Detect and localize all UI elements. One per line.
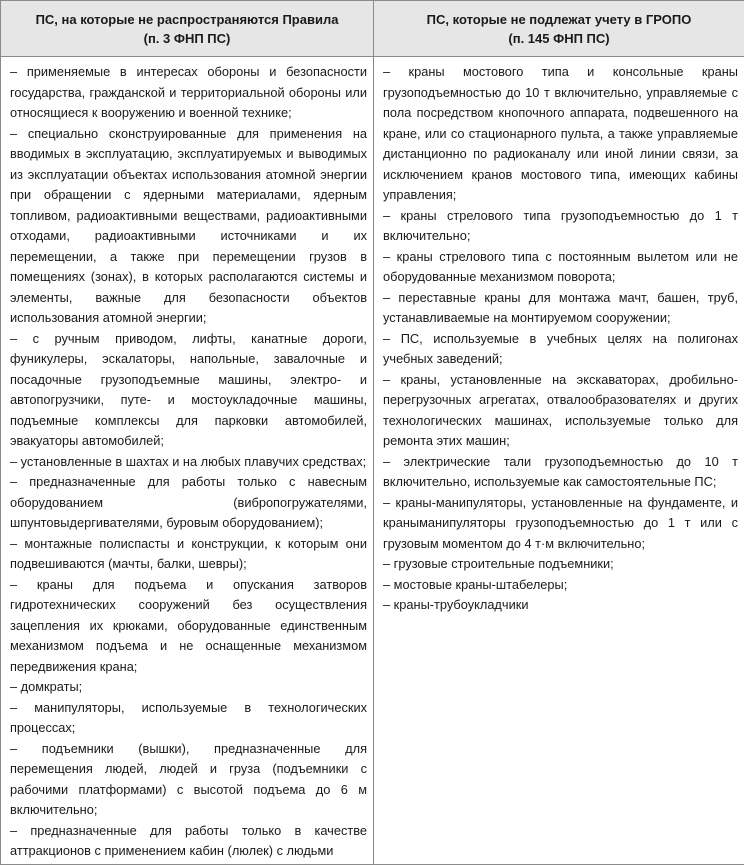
header-reference: (п. 3 ФНП ПС): [9, 29, 365, 48]
cell-not-registered-gropo-list: [374, 57, 744, 865]
list-item: – краны мостового типа и консольные краны грузоподъемностью до 10 т включительно, управляемые с пола посредством кнопочного аппарата, подвешенного на кране, или со стационарного пульта, а также управляемые дистанционно по радиоканалу или иной линии связи, за исключением кранов мостового типа, имеющих кабины управления;: [383, 62, 738, 206]
list-item: – ПС, используемые в учебных целях на полигонах учебных заведений;: [383, 329, 738, 370]
table-body-row: [1, 57, 744, 865]
list-item: – с ручным приводом, лифты, канатные дороги, фуникулеры, эскалаторы, напольные, завалочные и посадочные грузоподъемные машины, электро- и автопогрузчики, путе- и мостоукладочные машины, подъемные комплексы для парковки автомобилей, эвакуаторы автомобилей;: [10, 329, 367, 452]
list-item: – краны стрелового типа с постоянным вылетом или не оборудованные механизмом поворота;: [383, 247, 738, 288]
table-header-row: [1, 1, 744, 57]
list-item: – краны, установленные на экскаваторах, дробильно-перегрузочных агрегатах, отвалообразователях и других технологических машинах, используемые только для ремонта этих машин;: [383, 370, 738, 452]
list-item: – предназначенные для работы только в качестве аттракционов с применением кабин (люлек) с людьми: [10, 821, 367, 862]
list-item: – специально сконструированные для применения на вводимых в эксплуатацию, эксплуатируемых и выводимых из эксплуатации объектах использования атомной энергии при обращении с ядерными материалами, ядерным топливом, радиоактивными веществами, радиоактивными отходами, радиоактивными источниками и их перемещении, а также при перемещении грузов в помещениях (зонах), в которых располагаются системы и элементы, важные для безопасности объектов использования атомной энергии;: [10, 124, 367, 329]
list-item: – переставные краны для монтажа мачт, башен, труб, устанавливаемые на монтируемом сооружении;: [383, 288, 738, 329]
list-item: – подъемники (вышки), предназначенные для перемещения людей, людей и груза (подъемники с рабочими платформами) с высотой подъема до 6 м включительно;: [10, 739, 367, 821]
header-col-not-registered-gropo: [374, 1, 744, 57]
list-item: – краны-манипуляторы, установленные на фундаменте, и краныманипуляторы грузоподъемностью до 1 т или с грузовым моментом до 4 т·м включительно;: [383, 493, 738, 555]
header-col-rules-not-applicable: [1, 1, 374, 57]
cell-rules-not-applicable-list: [1, 57, 374, 865]
header-reference: (п. 145 ФНП ПС): [382, 29, 736, 48]
list-item: – манипуляторы, используемые в технологических процессах;: [10, 698, 367, 739]
header-title: ПС, на которые не распространяются Правила: [9, 10, 365, 29]
list-item: – грузовые строительные подъемники;: [383, 554, 738, 575]
list-item: – применяемые в интересах обороны и безопасности государства, гражданской и территориальной обороны или относящиеся к вооружению и военной технике;: [10, 62, 367, 124]
list-item: – краны стрелового типа грузоподъемностью до 1 т включительно;: [383, 206, 738, 247]
list-item: – краны-трубоукладчики: [383, 595, 738, 616]
list-item: – мостовые краны-штабелеры;: [383, 575, 738, 596]
list-item: – краны для подъема и опускания затворов гидротехнических сооружений без осуществления зацепления их крюками, оборудованные единственным механизмом подъема и не оснащенные механизмом передвижения крана;: [10, 575, 367, 678]
list-item: – электрические тали грузоподъемностью до 10 т включительно, используемые как самостоятельные ПС;: [383, 452, 738, 493]
list-item: – установленные в шахтах и на любых плавучих средствах;: [10, 452, 367, 473]
list-item: – домкраты;: [10, 677, 367, 698]
list-item: – предназначенные для работы только с навесным оборудованием (вибропогружателями, шпунтовыдергивателями, буровым оборудованием);: [10, 472, 367, 534]
list-item: – монтажные полиспасты и конструкции, к которым они подвешиваются (мачты, балки, шевры);: [10, 534, 367, 575]
header-title: ПС, которые не подлежат учету в ГРОПО: [382, 10, 736, 29]
